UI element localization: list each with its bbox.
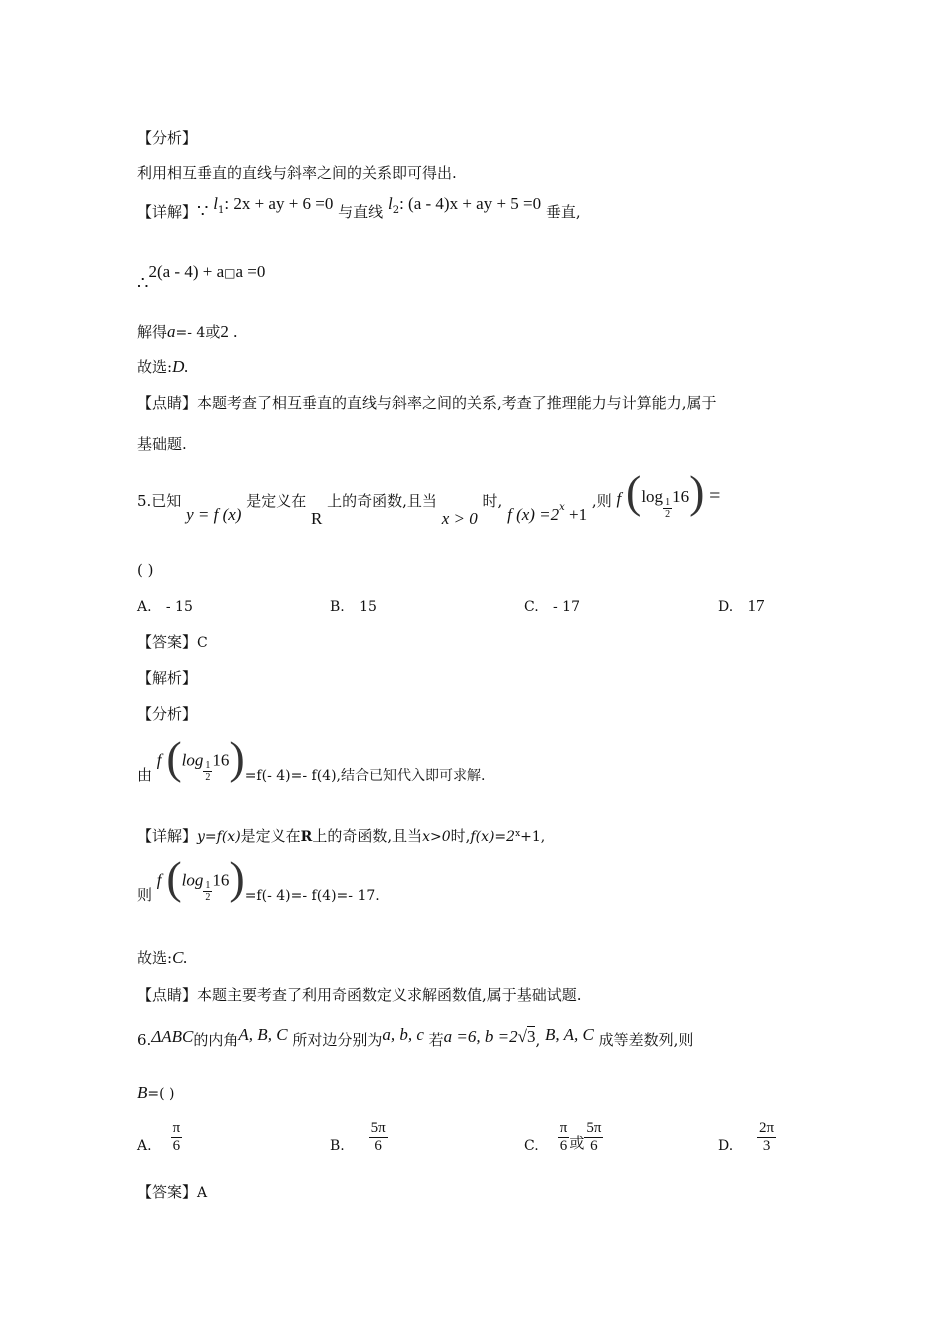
- q5-option-b: B. 15: [330, 599, 377, 615]
- q5-step1: =f(- 4)=- f(4),结合已知代入即可求解.: [244, 767, 486, 784]
- perpendicular-text: 垂直,: [545, 203, 581, 221]
- q5-cond: x > 0: [441, 509, 478, 528]
- l2-var: l: [387, 194, 393, 213]
- solve-end: 2 .: [220, 322, 238, 341]
- choose-label: 故选:: [137, 949, 173, 967]
- q5-log: log: [641, 487, 664, 506]
- detail-label: 【详解】: [137, 203, 198, 221]
- q5-f-of-2: f: [156, 750, 162, 770]
- q5-log-arg: 16: [672, 487, 690, 506]
- solve-var: a: [167, 322, 176, 341]
- q5-stem: [137, 466, 721, 534]
- comment-line-1a: [137, 393, 717, 413]
- right-paren-icon: ): [689, 466, 705, 517]
- detail-f: f(x)=2: [470, 829, 516, 845]
- q5-num: 5.已知: [137, 492, 182, 510]
- q5-option-c: C. - 17: [524, 599, 580, 615]
- l2-equation: : (a - 4)x + ay + 5 =0: [399, 194, 542, 213]
- q5-is-def: 是定义在: [246, 492, 307, 510]
- solve-line: [137, 322, 237, 343]
- comment-text: 本题主要考查了利用奇函数定义求解函数值,属于基础试题.: [197, 986, 582, 1004]
- q5-log-arg-2: 16: [212, 750, 230, 770]
- comment-label: 【点睛】: [137, 394, 198, 412]
- q5-f-eq: f (x) =2: [507, 505, 560, 524]
- q6-cond: a =6, b =2: [443, 1027, 518, 1046]
- q5-then: ,则: [591, 492, 612, 510]
- detail-R: R: [300, 829, 313, 845]
- q6-option-a: A. $\frac{\pi}{6}$: [137, 1120, 181, 1154]
- heading-analysis: 【分析】: [137, 129, 198, 147]
- q5-log-arg-3: 16: [212, 870, 230, 890]
- l1-equation: : 2x + ay + 6 =0: [224, 194, 334, 213]
- q6-blank: =( ): [147, 1086, 175, 1102]
- detail-y: y=f(x): [197, 829, 241, 845]
- l1-var: l: [213, 194, 218, 213]
- q5-R: R: [311, 509, 323, 528]
- choose-answer: C.: [172, 948, 188, 967]
- answer-label: 【答案】: [137, 633, 198, 651]
- q5-log-base-2: $\frac{1}{2}$: [205, 760, 211, 783]
- answer-label: 【答案】: [137, 1183, 198, 1201]
- q6-stem: [137, 1025, 694, 1050]
- eq1-box: □: [224, 266, 236, 280]
- q6-sqrt-val: 3: [526, 1027, 536, 1046]
- q5-log-3: log: [181, 870, 204, 890]
- q6-if: 若: [428, 1031, 444, 1049]
- q6-option-d: D. $\frac{2\pi}{3}$: [718, 1120, 775, 1154]
- q5-then-line: [137, 851, 380, 920]
- q5-f-of: f: [616, 489, 622, 508]
- q6-comma: ,: [535, 1031, 541, 1049]
- q5-answer-line: [137, 632, 208, 653]
- q5-option-a: A. - 15: [137, 599, 193, 615]
- solve-or: 或: [205, 323, 221, 341]
- detail-text-c: 上的奇函数,且当: [312, 827, 423, 845]
- q5-odd: 上的奇函数,且当: [327, 492, 437, 510]
- q6-seq: B, A, C: [545, 1025, 594, 1044]
- choose-label: 故选:: [137, 358, 173, 376]
- right-paren-icon: ): [229, 851, 245, 903]
- q5-step2: =f(- 4)=- f(4)=- 17.: [244, 887, 380, 904]
- q5-log-2: log: [181, 750, 204, 770]
- q6-inner: 的内角: [193, 1031, 239, 1049]
- q5-log-base-3: $\frac{1}{2}$: [205, 880, 211, 903]
- q5-option-d: D. 17: [718, 596, 765, 615]
- q5-exp: x: [559, 502, 565, 513]
- l2-sub: 2: [392, 205, 400, 216]
- choose-answer: D.: [172, 357, 189, 376]
- q5-by: 由: [137, 765, 153, 784]
- comment-label: 【点睛】: [137, 986, 198, 1004]
- q6-option-b: B. $\frac{5\pi}{6}$: [330, 1120, 386, 1154]
- left-paren-icon: (: [626, 466, 642, 517]
- answer-value: A: [197, 1185, 208, 1201]
- q6-option-c: C. $\frac{\pi}{6}$ 或 $\frac{5\pi}{6}$: [524, 1120, 602, 1154]
- q5-choose-line: [137, 948, 188, 968]
- detail-line-1: [137, 194, 581, 225]
- left-paren-icon: (: [166, 851, 182, 903]
- therefore-symbol: ∴: [137, 273, 149, 294]
- q6-num: 6.: [137, 1031, 152, 1049]
- analysis-text: 利用相互垂直的直线与斜率之间的关系即可得出.: [137, 164, 457, 182]
- q6-sides: a, b, c: [382, 1025, 424, 1044]
- detail-cond: x>0: [422, 829, 451, 845]
- q5-f-of-3: f: [156, 870, 162, 890]
- eq1-end: a =0: [235, 262, 266, 281]
- q6-answer-line: [137, 1182, 207, 1203]
- with-line-text: 与直线: [338, 203, 384, 221]
- answer-value: C: [197, 635, 208, 651]
- eq1: 2(a - 4) + a: [148, 262, 225, 281]
- detail-text-d: 时,: [450, 827, 471, 845]
- therefore-line: [137, 262, 266, 294]
- q5-comment-line: [137, 985, 582, 1005]
- q6-sides-text: 所对边分别为: [292, 1031, 383, 1049]
- q5-time: 时,: [482, 492, 503, 510]
- q5-jiexi: 【解析】: [137, 669, 198, 687]
- choose-line-1: [137, 357, 189, 377]
- q5-y-eq: y = f (x): [186, 505, 242, 524]
- sqrt-icon: √: [517, 1027, 527, 1046]
- comment-line-1b: 基础题.: [137, 435, 187, 453]
- comment-text-a: 本题考查了相互垂直的直线与斜率之间的关系,考查了推理能力与计算能力,属于: [197, 394, 717, 412]
- q5-analysis-line: [137, 731, 486, 800]
- q6-seq-text: 成等差数列,则: [598, 1031, 694, 1049]
- q5-plus1: +1: [564, 505, 588, 524]
- detail-end: +1,: [520, 829, 546, 845]
- solve-prefix: 解得: [137, 323, 168, 341]
- q6-blank-line: [137, 1083, 175, 1104]
- solve-val: =- 4: [175, 325, 206, 341]
- detail-exp: x: [515, 829, 521, 839]
- left-paren-icon: (: [166, 731, 182, 783]
- detail-text-b: 是定义在: [240, 827, 301, 845]
- q5-equals: =: [709, 485, 721, 507]
- right-paren-icon: ): [229, 731, 245, 783]
- l1-sub: 1: [217, 205, 225, 216]
- because-symbol: ∵: [197, 201, 209, 222]
- q5-log-base: $\frac{1}{2}$: [665, 496, 671, 520]
- q5-fenxi: 【分析】: [137, 705, 198, 723]
- detail-label: 【详解】: [137, 827, 198, 845]
- q5-then2: 则: [137, 885, 153, 904]
- q6-B: B: [137, 1083, 148, 1102]
- q5-blank: ( ): [137, 561, 154, 579]
- q5-detail-line: [137, 826, 545, 849]
- q6-angles: A, B, C: [238, 1025, 288, 1044]
- q6-tri: ΔABC: [151, 1027, 194, 1046]
